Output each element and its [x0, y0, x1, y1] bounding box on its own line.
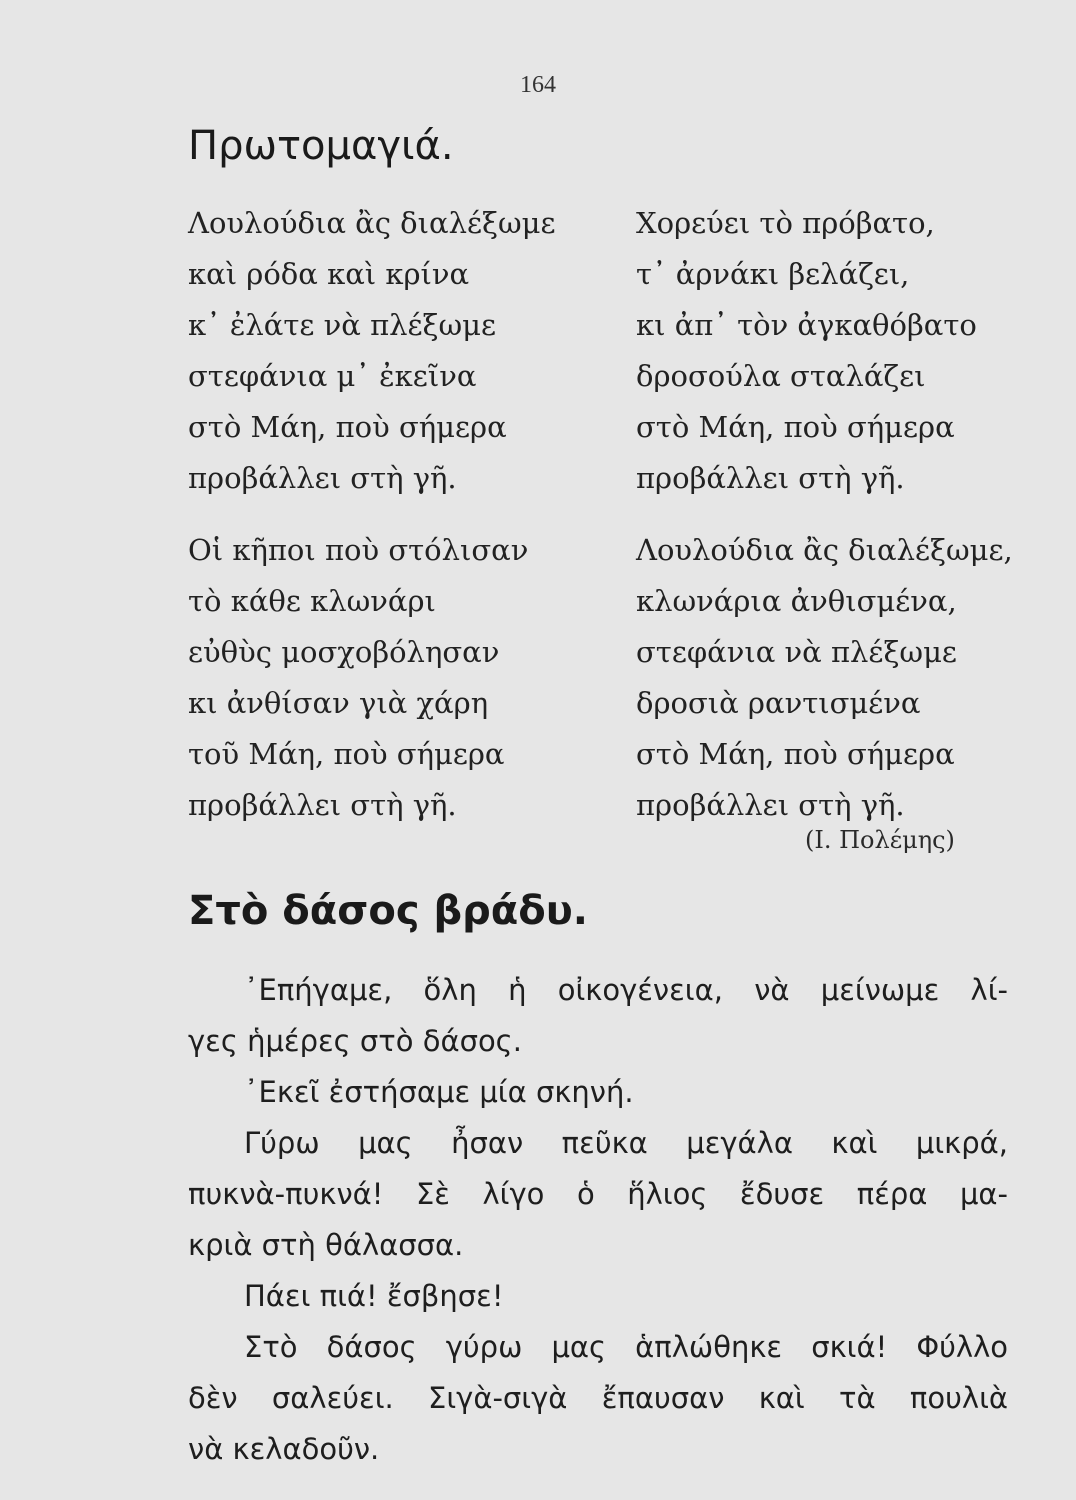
poem-line: Χορεύει τὸ πρόβατο,	[636, 206, 935, 240]
poem-stanza-1	[188, 198, 555, 504]
poem-line: προβάλλει στὴ γῆ.	[188, 461, 457, 495]
poem-line: καὶ ρόδα καὶ κρίνα	[188, 257, 470, 291]
story-line: Πάει πιά! ἔσβησε!	[244, 1279, 504, 1313]
story-line: δὲν σαλεύει. Σιγὰ-σιγὰ ἔπαυσαν καὶ τὰ πουλιὰ	[188, 1381, 1008, 1415]
story-body	[188, 965, 1008, 1475]
story-line: ᾽Επήγαμε, ὅλη ἡ οἰκογένεια, νὰ μείνωμε λί-	[244, 973, 1008, 1007]
poem-line: κι ἀπ᾽ τὸν ἀγκαθόβατο	[636, 308, 977, 342]
poem-stanza-3	[188, 525, 528, 831]
page-number: 164	[520, 72, 556, 98]
poem-line: προβάλλει στὴ γῆ.	[636, 788, 905, 822]
poem-line: προβάλλει στὴ γῆ.	[636, 461, 905, 495]
poem-line: στεφάνια μ᾽ ἐκεῖνα	[188, 359, 477, 393]
poem-line: τοῦ Μάη, ποὺ σήμερα	[188, 737, 505, 771]
poem-line: Λουλούδια ἂς διαλέξωμε	[188, 206, 556, 240]
poem-line: Οἱ κῆποι ποὺ στόλισαν	[188, 533, 529, 567]
story-line: πυκνὰ-πυκνά! Σὲ λίγο ὁ ἥλιος ἔδυσε πέρα μα-	[188, 1177, 1008, 1211]
poem-line: δροσούλα σταλάζει	[636, 359, 926, 393]
poem-title: Πρωτομαγιά.	[188, 123, 454, 169]
poem-line: τὸ κάθε κλωνάρι	[188, 584, 436, 618]
poem-line: κ᾽ ἐλάτε νὰ πλέξωμε	[188, 308, 497, 342]
story-line: ᾽Εκεῖ ἐστήσαμε μία σκηνή.	[244, 1075, 634, 1109]
story-line: Στὸ δάσος γύρω μας ἁπλώθηκε σκιά! Φύλλο	[244, 1330, 1008, 1364]
poem-line: στεφάνια νὰ πλέξωμε	[636, 635, 957, 669]
poem-line: τ᾽ ἀρνάκι βελάζει,	[636, 257, 910, 291]
story-line: νὰ κελαδοῦν.	[188, 1432, 380, 1466]
poem-stanza-4	[636, 525, 1013, 831]
poem-line: δροσιὰ ραντισμένα	[636, 686, 921, 720]
poem-line: στὸ Μάη, ποὺ σήμερα	[188, 410, 507, 444]
story-title: Στὸ δάσος βράδυ.	[188, 888, 588, 934]
poem-line: εὐθὺς μοσχοβόλησαν	[188, 635, 500, 669]
story-line: γες ἡμέρες στὸ δάσος.	[188, 1024, 522, 1058]
poem-author: (Ι. Πολέμης)	[805, 826, 955, 854]
poem-line: προβάλλει στὴ γῆ.	[188, 788, 457, 822]
story-line: Γύρω μας ἦσαν πεῦκα μεγάλα καὶ μικρά,	[244, 1126, 1008, 1160]
poem-stanza-2	[636, 198, 977, 504]
poem-line: κλωνάρια ἀνθισμένα,	[636, 584, 957, 618]
poem-line: κι ἀνθίσαν γιὰ χάρη	[188, 686, 489, 720]
poem-line: στὸ Μάη, ποὺ σήμερα	[636, 737, 955, 771]
poem-line: στὸ Μάη, ποὺ σήμερα	[636, 410, 955, 444]
poem-line: Λουλούδια ἂς διαλέξωμε,	[636, 533, 1013, 567]
story-line: κριὰ στὴ θάλασσα.	[188, 1228, 464, 1262]
